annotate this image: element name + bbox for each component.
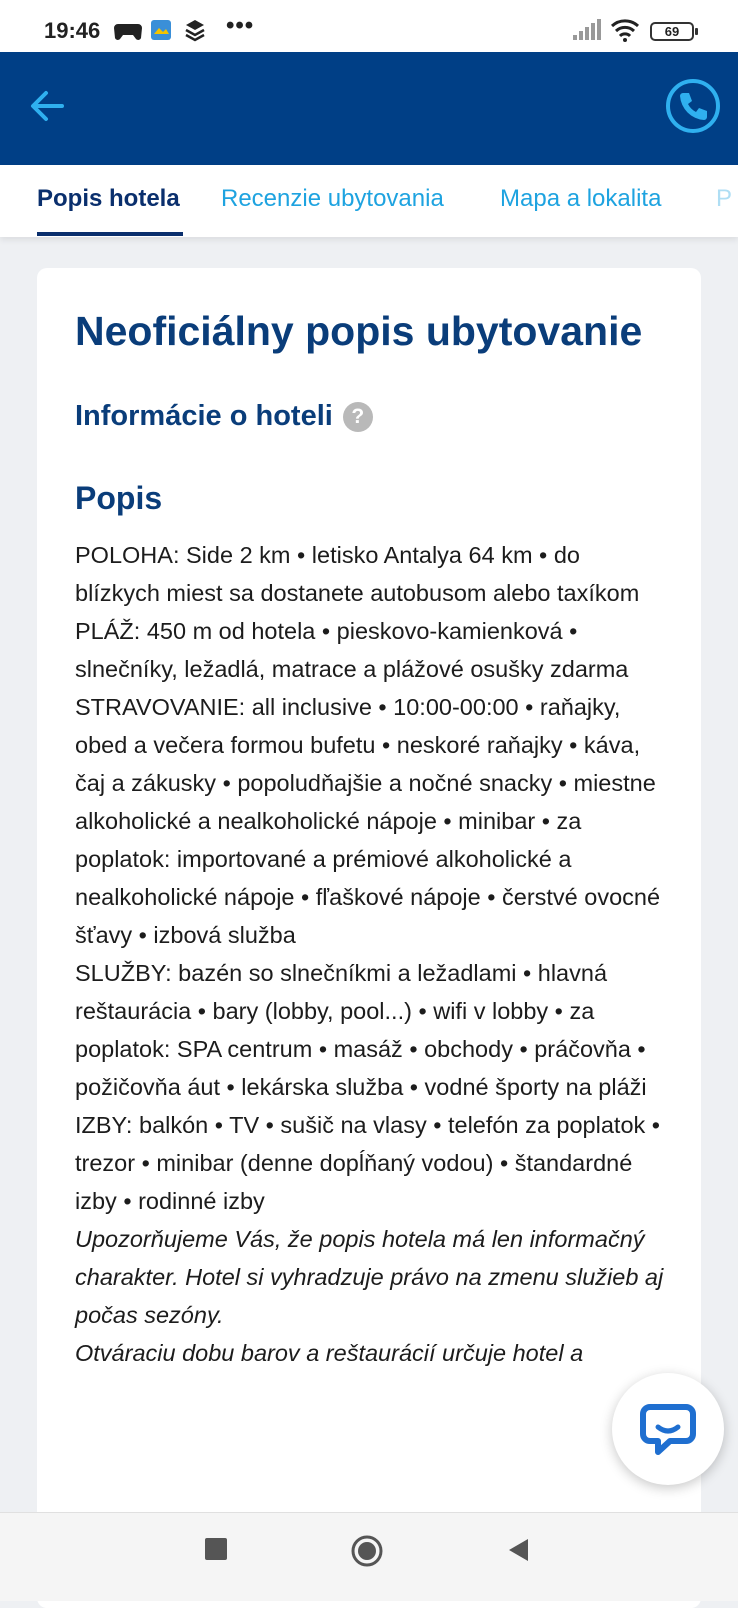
section-heading-text: Informácie o hoteli <box>75 400 333 432</box>
page-title: Neoficiálny popis ubytovanie <box>75 308 643 354</box>
tab-recenzie-ubytovania[interactable]: Recenzie ubytovania <box>221 185 444 212</box>
description-paragraph: POLOHA: Side 2 km • letisko Antalya 64 km • do blízkych miest sa dostanete autobusom alebo taxíkom <box>75 542 640 606</box>
triangle-back-icon[interactable] <box>506 1537 530 1563</box>
help-icon[interactable]: ? <box>343 402 373 432</box>
app-notification-icon <box>150 18 172 42</box>
phone-icon[interactable] <box>664 77 722 135</box>
circle-icon[interactable] <box>350 1534 384 1568</box>
section-heading <box>75 400 373 433</box>
layers-icon <box>184 18 206 42</box>
active-tab-indicator <box>37 232 183 236</box>
disclaimer-note: Upozorňujeme Vás, že popis hotela má len informačný charakter. Hotel si vyhradzuje právo na zmenu služieb aj počas sezóny. <box>75 1226 664 1328</box>
tab-mapa-a-lokalita[interactable]: Mapa a lokalita <box>500 185 662 212</box>
battery-indicator: 69 <box>650 22 694 41</box>
chat-bubble-icon <box>640 1403 696 1457</box>
gamepad-icon <box>114 18 142 42</box>
description-paragraph: IZBY: balkón • TV • sušič na vlasy • telefón za poplatok • trezor • minibar (denne dopĺňaný vodou) • štandardné izby • rodinné izby <box>75 1112 661 1214</box>
app-bar <box>0 52 738 165</box>
status-bar <box>0 0 738 52</box>
signal-icon <box>572 18 602 42</box>
tab-next-partial[interactable]: P <box>716 185 733 212</box>
description-paragraph: SLUŽBY: bazén so slnečníkmi a ležadlami • hlavná reštaurácia • bary (lobby, pool...) • wifi v lobby • za poplatok: SPA centrum • masáž • obchody • práčovňa • požičovňa áut • lekárska služba • vodné športy na pláži <box>75 960 647 1100</box>
status-time: 19:46 <box>44 18 101 43</box>
description-heading: Popis <box>75 480 163 516</box>
description-text <box>75 536 665 1372</box>
square-icon[interactable] <box>204 1537 228 1561</box>
system-nav-bar <box>0 1512 738 1601</box>
hotel-description-card <box>37 268 701 1608</box>
opening-hours-note: Otváraciu dobu barov a reštaurácií určuje hotel a <box>75 1340 584 1366</box>
arrow-left-icon[interactable] <box>22 80 74 132</box>
tab-popis-hotela[interactable]: Popis hotela <box>37 185 180 212</box>
tab-bar <box>0 165 738 237</box>
chat-button[interactable] <box>612 1373 724 1485</box>
wifi-icon <box>610 18 640 42</box>
overflow-indicator: ••• <box>226 12 255 39</box>
description-paragraph: STRAVOVANIE: all inclusive • 10:00-00:00 • raňajky, obed a večera formou bufetu • neskoré raňajky • káva, čaj a zákusky • popoludňajšie a nočné snacky • miestne alkoholické a nealkoholické nápoje • minibar • za poplatok: importované a prémiové alkoholické a nealkoholické nápoje • fľaškové nápoje • čerstvé ovocné šťavy • izbová služba <box>75 694 661 948</box>
description-paragraph: PLÁŽ: 450 m od hotela • pieskovo-kamienková • slnečníky, ležadlá, matrace a plážové osušky zdarma <box>75 618 629 682</box>
